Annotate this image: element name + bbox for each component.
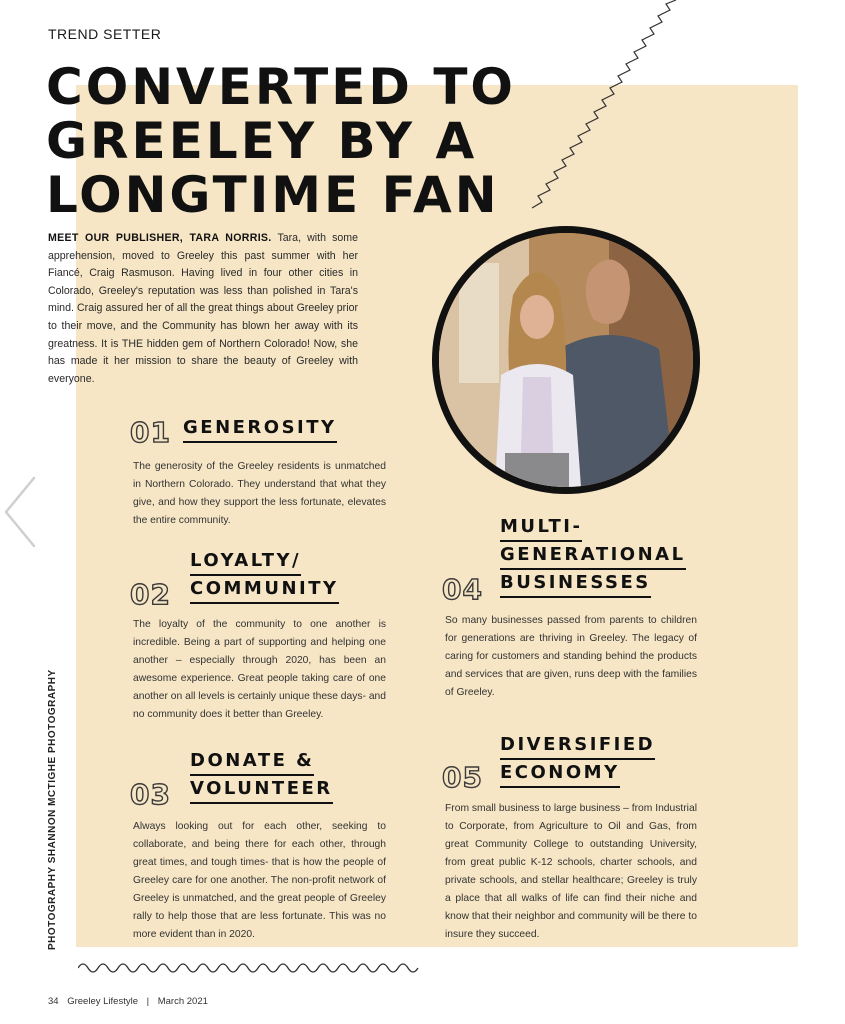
item-body: From small business to large business – from Industrial to Corporate, from Agriculture to Oil and Gas, from great Community College to outstanding University, from great public K-12 schools, charter schools, and private schools, and stellar healthcare; Greeley is truly a place that all walks of life can find their niche and know that their neighbor and community will be there to insure they succeed. [445,803,697,940]
couple-photo [432,226,700,494]
section-label: TREND SETTER [48,26,162,42]
article-title [46,60,516,222]
item-body: The loyalty of the community to one another is incredible. Being a part of supporting and helping one another – especially through 2020, has been an awesome experience. Great people taking care of one another on all levels is certainly unique these days- and no community does it better than Greeley. [133,619,386,720]
heading-line: LOYALTY/ [190,548,301,576]
intro-lead: MEET OUR PUBLISHER, TARA NORRIS. [48,232,272,244]
heading-line: ECONOMY [500,760,620,788]
heading-line: DIVERSIFIED [500,732,655,760]
heading-line: GENERATIONAL [500,542,686,570]
heading-line: COMMUNITY [190,576,339,604]
heading-line: DONATE & [190,748,314,776]
page-footer [48,996,208,1007]
item-heading [500,514,686,598]
heading-line: GENEROSITY [183,415,337,443]
issue-date: March 2021 [157,996,208,1007]
wave-divider [78,958,420,978]
intro-text: Tara, with some apprehension, moved to Greeley this past summer with her Fiancé, Craig Rasmuson. Having lived in four other cities in Colorado, Greeley's reputation was less than polished in Tara's mind. Craig assured her of all the great things about Greeley prior to their move, and the Community has blown her away with its greatness. It is THE hidden gem of Northern Colorado! Now, she has made it her mission to share the beauty of Greeley with everyone. [48,232,358,385]
item-number: 02 [130,578,171,611]
item-heading [190,748,333,804]
zigzag-decoration [528,0,750,212]
item-number: 04 [442,573,483,606]
item-heading [500,732,655,788]
item-number: 01 [130,416,171,449]
photo-credit [47,640,61,950]
item-number: 03 [130,778,171,811]
heading-line: BUSINESSES [500,570,651,598]
heading-line: MULTI- [500,514,582,542]
page-number: 34 [48,996,59,1007]
previous-page-arrow-icon[interactable] [0,472,40,552]
item-body: The generosity of the Greeley residents is unmatched in Northern Colorado. They understand that what they give, and how they support the less fortunate, elevates the entire community. [133,461,386,526]
title-line: LONGTIME FAN [46,166,500,224]
title-line: GREELEY BY A [46,112,478,170]
intro-paragraph [48,230,358,388]
footer-separator: | [146,996,150,1007]
item-body: So many businesses passed from parents to children for generations are thriving in Greeley. The legacy of caring for customers and standing behind the products and services that are given, runs deep with the families of Greeley. [445,615,697,698]
item-heading [190,548,339,604]
photo-credit-text: PHOTOGRAPHY SHANNON MCTIGHE PHOTOGRAPHY [47,669,58,950]
publication-name: Greeley Lifestyle [67,996,138,1007]
heading-line: VOLUNTEER [190,776,333,804]
item-body: Always looking out for each other, seeking to collaborate, and being there for each other, through great times, and tough times- that is how the people of Greeley care for one another. The non-profit network of Greeley is unmatched, and the great people of Greeley rally to help those that are less fortunate. This was no more evident than in 2020. [133,821,386,940]
item-number: 05 [442,761,483,794]
title-line: CONVERTED TO [46,58,516,116]
item-heading [183,415,337,443]
